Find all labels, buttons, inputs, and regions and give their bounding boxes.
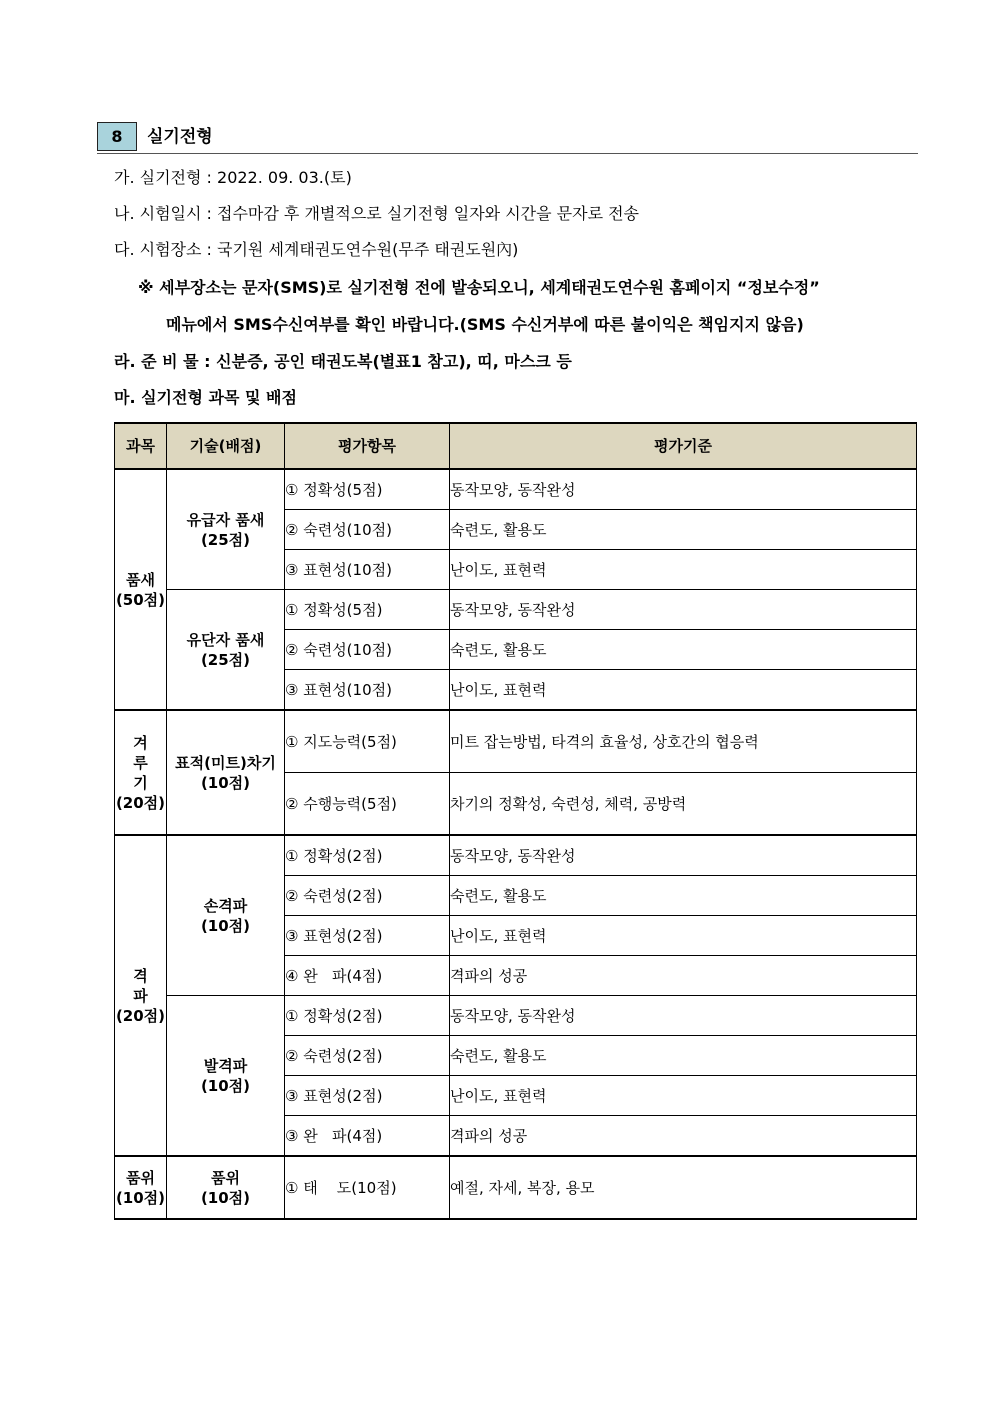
tech-label: 유급자 품새	[186, 510, 265, 529]
score-table	[114, 422, 917, 1220]
subject-score: (20점)	[115, 1006, 166, 1025]
table-row	[115, 835, 917, 876]
subject-score: (10점)	[115, 1188, 166, 1207]
tech-label: 유단자 품새	[186, 630, 265, 649]
eval-criteria: 미트 잡는방법, 타격의 효율성, 상호간의 협응력	[450, 710, 917, 773]
eval-criteria: 숙련도, 활용도	[450, 510, 917, 550]
eval-item: ② 숙련성(2점)	[285, 876, 450, 916]
eval-item: ③ 완 파(4점)	[285, 1116, 450, 1157]
eval-criteria: 격파의 성공	[450, 1116, 917, 1157]
subject-label: 파	[133, 986, 148, 1005]
subject-score: (20점)	[115, 793, 166, 812]
note-line-2: 메뉴에서 SMS수신여부를 확인 바랍니다.(SMS 수신거부에 따른 불이익은 책임지지 않음)	[166, 315, 804, 334]
eval-item: ② 수행능력(5점)	[285, 773, 450, 836]
tech-kup-poomsae	[167, 469, 285, 590]
eval-criteria: 예절, 자세, 복장, 용모	[450, 1156, 917, 1219]
header-criteria: 평가기준	[450, 423, 917, 469]
table-row	[115, 469, 917, 510]
table-row	[115, 590, 917, 630]
tech-poomwi	[167, 1156, 285, 1219]
eval-item: ② 숙련성(2점)	[285, 1036, 450, 1076]
eval-criteria: 동작모양, 동작완성	[450, 996, 917, 1036]
line-na: 나. 시험일시 : 접수마감 후 개별적으로 실기전형 일자와 시간을 문자로 전송	[114, 204, 640, 223]
eval-item: ③ 표현성(2점)	[285, 1076, 450, 1116]
eval-criteria: 동작모양, 동작완성	[450, 835, 917, 876]
tech-label: 표적(미트)차기	[175, 753, 276, 772]
tech-label: 손격파	[203, 896, 248, 915]
eval-criteria: 동작모양, 동작완성	[450, 590, 917, 630]
header-subject: 과목	[115, 423, 167, 469]
section-header	[97, 120, 918, 154]
line-ga: 가. 실기전형 : 2022. 09. 03.(토)	[114, 168, 352, 187]
note-line-1: ※ 세부장소는 문자(SMS)로 실기전형 전에 발송되오니, 세계태권도연수원 홈페이지 “정보수정”	[138, 278, 820, 297]
subject-poomsae	[115, 469, 167, 710]
line-ma: 마. 실기전형 과목 및 배점	[114, 388, 297, 407]
table-header-row	[115, 423, 917, 469]
eval-item: ② 숙련성(10점)	[285, 510, 450, 550]
tech-label: 발격파	[203, 1056, 248, 1075]
subject-kyukpa	[115, 835, 167, 1156]
subject-label: 격	[133, 966, 148, 985]
eval-criteria: 격파의 성공	[450, 956, 917, 996]
eval-criteria: 숙련도, 활용도	[450, 876, 917, 916]
eval-item: ③ 표현성(2점)	[285, 916, 450, 956]
eval-item: ③ 표현성(10점)	[285, 670, 450, 711]
eval-criteria: 차기의 정확성, 숙련성, 체력, 공방력	[450, 773, 917, 836]
tech-score: (10점)	[200, 773, 251, 792]
eval-item: ① 태 도(10점)	[285, 1156, 450, 1219]
subject-label: 겨	[133, 733, 148, 752]
eval-item: ① 정확성(2점)	[285, 996, 450, 1036]
section-number: 8	[97, 122, 137, 151]
table-row	[115, 710, 917, 773]
tech-score: (25점)	[200, 650, 251, 669]
eval-item: ① 정확성(2점)	[285, 835, 450, 876]
eval-criteria: 난이도, 표현력	[450, 550, 917, 590]
tech-dan-poomsae	[167, 590, 285, 711]
eval-item: ② 숙련성(10점)	[285, 630, 450, 670]
subject-label: 루	[133, 753, 148, 772]
subject-label: 품위	[126, 1168, 155, 1187]
eval-item: ① 지도능력(5점)	[285, 710, 450, 773]
eval-criteria: 난이도, 표현력	[450, 916, 917, 956]
table-row	[115, 996, 917, 1036]
tech-score: (25점)	[200, 530, 251, 549]
eval-criteria: 숙련도, 활용도	[450, 1036, 917, 1076]
subject-poomwi	[115, 1156, 167, 1219]
subject-label: 품새	[126, 570, 155, 589]
line-da: 다. 시험장소 : 국기원 세계태권도연수원(무주 태권도원內)	[114, 240, 519, 259]
tech-score: (10점)	[200, 1188, 251, 1207]
tech-score: (10점)	[200, 916, 251, 935]
header-item: 평가항목	[285, 423, 450, 469]
table-row	[115, 1156, 917, 1219]
eval-item: ③ 표현성(10점)	[285, 550, 450, 590]
eval-item: ④ 완 파(4점)	[285, 956, 450, 996]
eval-criteria: 난이도, 표현력	[450, 1076, 917, 1116]
eval-criteria: 동작모양, 동작완성	[450, 469, 917, 510]
tech-label: 품위	[211, 1168, 240, 1187]
eval-criteria: 숙련도, 활용도	[450, 630, 917, 670]
tech-foot-breaking	[167, 996, 285, 1157]
subject-kyorugi	[115, 710, 167, 835]
tech-target-kick	[167, 710, 285, 835]
eval-item: ① 정확성(5점)	[285, 590, 450, 630]
tech-score: (10점)	[200, 1076, 251, 1095]
header-tech: 기술(배점)	[167, 423, 285, 469]
section-title: 실기전형	[147, 127, 213, 147]
subject-label: 기	[133, 773, 148, 792]
eval-criteria: 난이도, 표현력	[450, 670, 917, 711]
eval-item: ① 정확성(5점)	[285, 469, 450, 510]
tech-hand-breaking	[167, 835, 285, 996]
line-ra: 라. 준 비 물 : 신분증, 공인 태권도복(별표1 참고), 띠, 마스크 등	[114, 352, 572, 371]
subject-score: (50점)	[115, 590, 166, 609]
